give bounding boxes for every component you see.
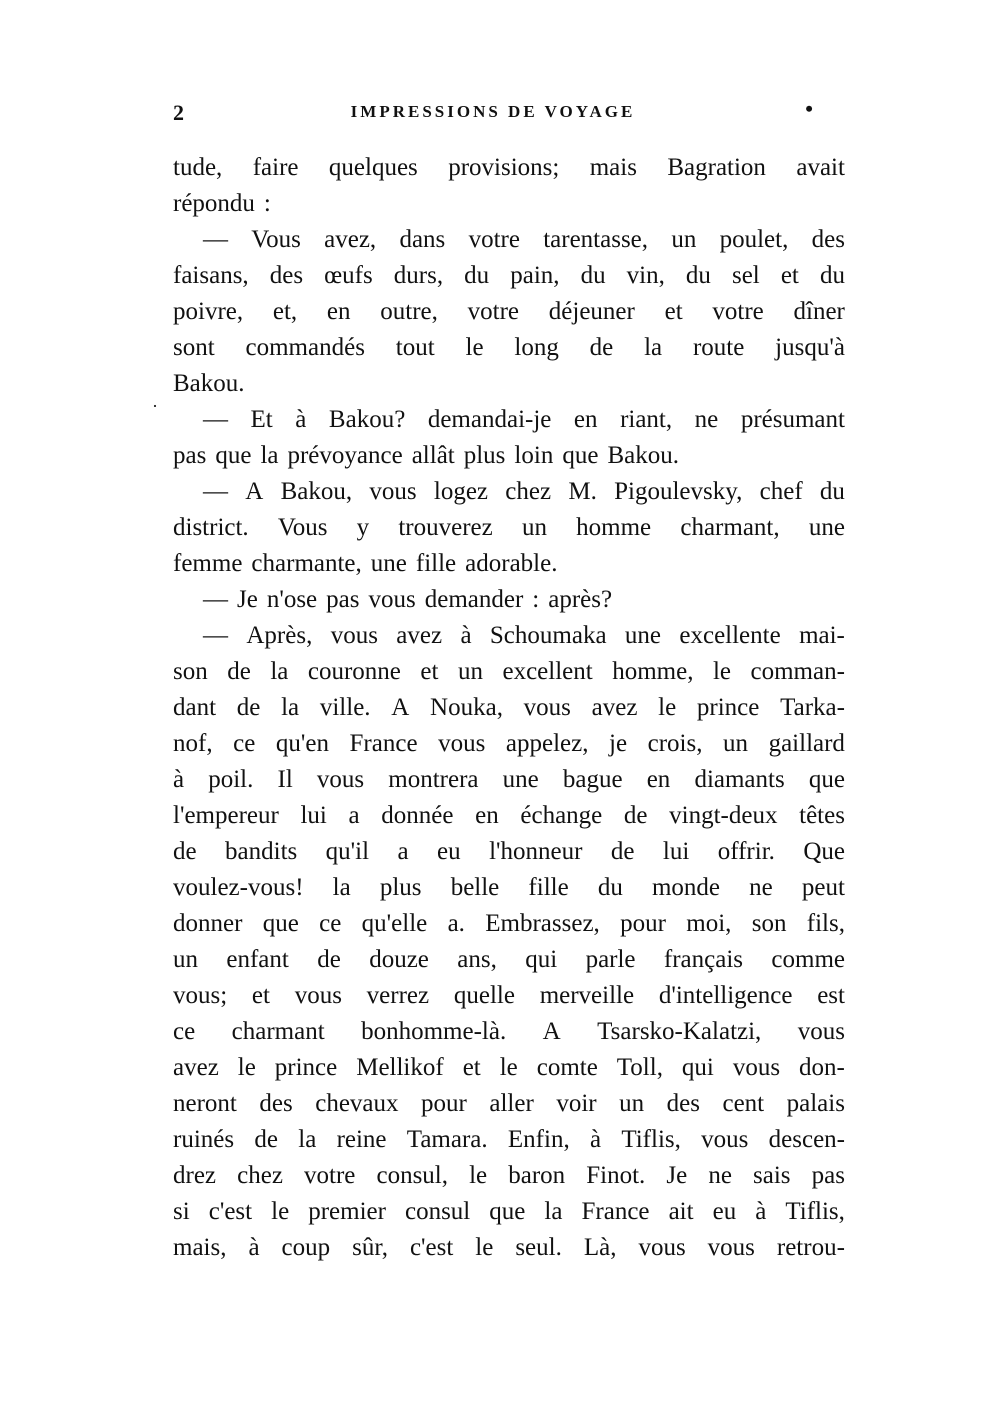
text-line: district. Vous y trouverez un homme charmant, une xyxy=(173,514,845,541)
text-line: mais, à coup sûr, c'est le seul. Là, vous vous retrou- xyxy=(173,1234,845,1261)
text-line: ruinés de la reine Tamara. Enfin, à Tiflis, vous descen- xyxy=(173,1126,845,1153)
margin-mark: · xyxy=(152,396,158,416)
text-line: — Et à Bakou? demandai-je en riant, ne présumant xyxy=(203,406,845,433)
text-line: à poil. Il vous montrera une bague en diamants que xyxy=(173,766,845,793)
text-line: femme charmante, une fille adorable. xyxy=(173,550,558,577)
text-line: dant de la ville. A Nouka, vous avez le prince Tarka- xyxy=(173,694,845,721)
text-line: ce charmant bonhomme-là. A Tsarsko-Kalatzi, vous xyxy=(173,1018,845,1045)
running-title: IMPRESSIONS DE VOYAGE xyxy=(350,102,636,121)
text-line: neront des chevaux pour aller voir un des cent palais xyxy=(173,1090,845,1117)
text-line: — A Bakou, vous logez chez M. Pigoulevsky, chef du xyxy=(203,478,845,505)
text-line: donner que ce qu'elle a. Embrassez, pour moi, son fils, xyxy=(173,910,845,937)
text-line: avez le prince Mellikof et le comte Toll, qui vous don- xyxy=(173,1054,845,1081)
page-number: 2 xyxy=(173,100,184,125)
text-line: un enfant de douze ans, qui parle français comme xyxy=(173,946,845,973)
text-line: si c'est le premier consul que la France ait eu à Tiflis, xyxy=(173,1198,845,1225)
text-line: l'empereur lui a donnée en échange de vingt-deux têtes xyxy=(173,802,845,829)
text-line: voulez-vous! la plus belle fille du monde ne peut xyxy=(173,874,845,901)
text-line: — Je n'ose pas vous demander : après? xyxy=(203,586,613,613)
body-text xyxy=(173,150,845,1266)
text-line: son de la couronne et un excellent homme, le comman- xyxy=(173,658,845,685)
text-line: drez chez votre consul, le baron Finot. Je ne sais pas xyxy=(173,1162,845,1189)
text-line: vous; et vous verrez quelle merveille d'intelligence est xyxy=(173,982,845,1009)
text-line: répondu : xyxy=(173,190,271,217)
text-line: poivre, et, en outre, votre déjeuner et votre dîner xyxy=(173,298,845,325)
page-header xyxy=(173,96,813,130)
text-line: Bakou. xyxy=(173,370,245,397)
text-line: de bandits qu'il a eu l'honneur de lui offrir. Que xyxy=(173,838,845,865)
header-mark: • xyxy=(805,96,813,121)
text-line: sont commandés tout le long de la route jusqu'à xyxy=(173,334,845,361)
text-line: nof, ce qu'en France vous appelez, je crois, un gaillard xyxy=(173,730,845,757)
text-line: faisans, des œufs durs, du pain, du vin, du sel et du xyxy=(173,262,845,289)
text-line: — Vous avez, dans votre tarentasse, un poulet, des xyxy=(203,226,845,253)
text-line: tude, faire quelques provisions; mais Bagration avait xyxy=(173,154,845,181)
text-line: — Après, vous avez à Schoumaka une excellente mai- xyxy=(203,622,845,649)
text-line: pas que la prévoyance allât plus loin que Bakou. xyxy=(173,442,679,469)
